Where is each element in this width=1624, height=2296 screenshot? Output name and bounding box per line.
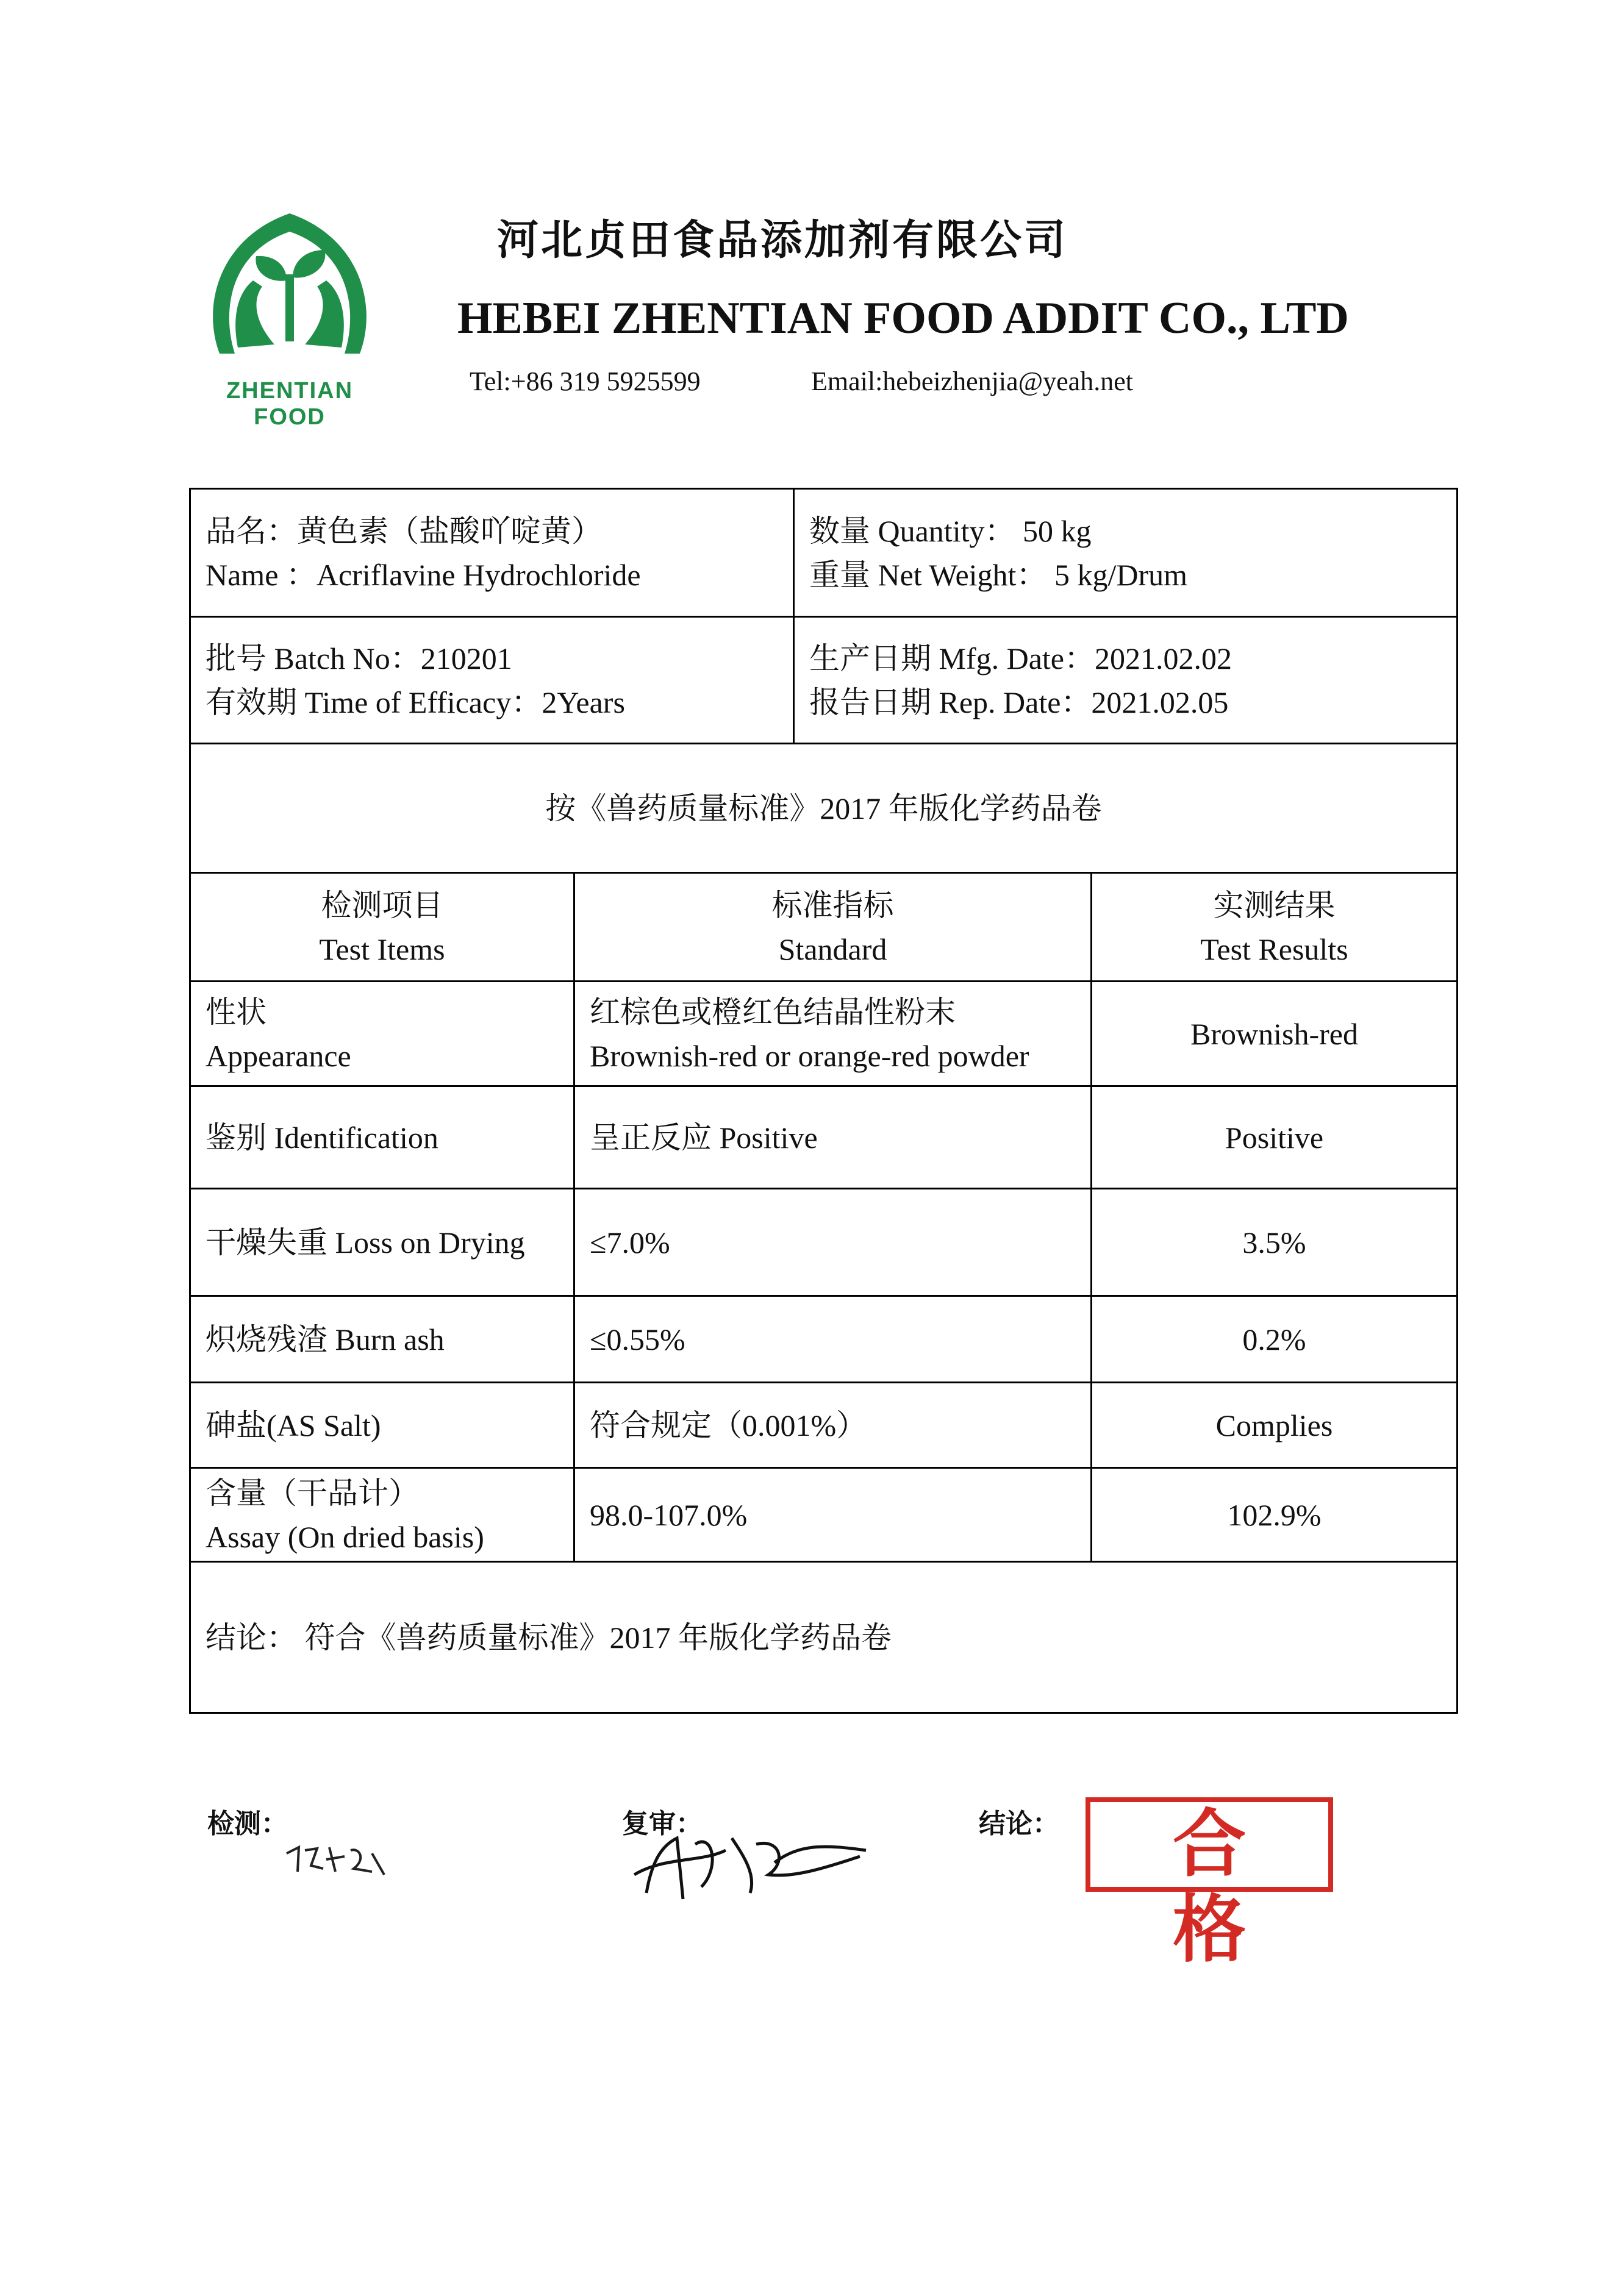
- table-row: [190, 1086, 1458, 1189]
- row-item-en: Assay (On dried basis): [206, 1519, 484, 1554]
- row-result: 3.5%: [1092, 1189, 1458, 1296]
- batch-number: 批号 Batch No：210201: [206, 641, 512, 676]
- row-item-en: Appearance: [206, 1038, 351, 1073]
- row-standard: 符合规定（0.001%）: [574, 1383, 1092, 1468]
- company-logo: [195, 201, 384, 430]
- tester-label: 检测：: [207, 1808, 288, 1839]
- product-name-cn: 品名：黄色素（盐酸吖啶黄）: [206, 513, 602, 548]
- header-test-items-en: Test Items: [319, 932, 445, 966]
- row-standard: 98.0-107.0%: [574, 1468, 1092, 1562]
- header-results-cn: 实测结果: [1213, 888, 1336, 922]
- info-row-batch: [190, 617, 1458, 744]
- reviewer-label: 复审：: [622, 1808, 703, 1839]
- product-name-en: Name ：Acriflavine Hydrochloride: [206, 557, 641, 592]
- quantity: 数量 Quantity： 50 kg: [809, 513, 1092, 548]
- batch-cell: [190, 617, 794, 744]
- table-header-row: [190, 873, 1458, 982]
- row-result: Brownish-red: [1092, 982, 1458, 1086]
- standard-reference: 按《兽药质量标准》2017 年版化学药品卷: [190, 744, 1458, 873]
- row-item: 炽烧残渣 Burn ash: [190, 1296, 574, 1383]
- time-of-efficacy: 有效期 Time of Efficacy：2Years: [206, 685, 625, 719]
- quantity-cell: [794, 489, 1458, 617]
- table-row: [190, 1383, 1458, 1468]
- tester-signature-icon: [281, 1835, 390, 1884]
- row-standard: ≤0.55%: [574, 1296, 1092, 1383]
- header-results: [1092, 873, 1458, 982]
- header-results-en: Test Results: [1200, 932, 1348, 966]
- row-item-cn: 含量（干品计）: [206, 1475, 419, 1510]
- company-name-cn: 河北贞田食品添加剂有限公司: [497, 216, 1068, 265]
- row-item: 干燥失重 Loss on Drying: [190, 1189, 574, 1296]
- report-date: 报告日期 Rep. Date：2021.02.05: [809, 685, 1229, 719]
- row-standard: [574, 982, 1092, 1086]
- info-row-product: [190, 489, 1458, 617]
- row-item-cn: 性状: [206, 994, 266, 1029]
- analysis-table: [189, 488, 1458, 1714]
- header-standard-en: Standard: [778, 932, 887, 966]
- row-item: 鉴别 Identification: [190, 1086, 574, 1189]
- row-item: 砷盐(AS Salt): [190, 1383, 574, 1468]
- conclusion-label: 结论：: [979, 1808, 1059, 1839]
- product-name-cell: [190, 489, 794, 617]
- conclusion-row: [190, 1562, 1458, 1713]
- logo-caption: ZHENTIAN FOOD: [226, 378, 354, 430]
- row-result: 102.9%: [1092, 1468, 1458, 1562]
- row-standard: ≤7.0%: [574, 1189, 1092, 1296]
- row-item: [190, 1468, 574, 1562]
- table-row: [190, 1296, 1458, 1383]
- dates-cell: [794, 617, 1458, 744]
- header-standard-cn: 标准指标: [771, 888, 894, 922]
- row-result: Complies: [1092, 1383, 1458, 1468]
- company-email: Email:hebeizhenjia@yeah.net: [811, 366, 1133, 396]
- table-row: [190, 982, 1458, 1086]
- net-weight: 重量 Net Weight： 5 kg/Drum: [809, 557, 1187, 592]
- row-item: [190, 982, 574, 1086]
- header-test-items-cn: 检测项目: [321, 888, 443, 922]
- header-test-items: [190, 873, 574, 982]
- company-name-en: HEBEI ZHENTIAN FOOD ADDIT CO., LTD: [457, 293, 1349, 343]
- qualified-stamp: 合格: [1086, 1797, 1333, 1892]
- row-result: Positive: [1092, 1086, 1458, 1189]
- reviewer-signature-icon: [628, 1820, 872, 1911]
- company-tel: Tel:+86 319 5925599: [470, 366, 701, 396]
- row-standard-en: Brownish-red or orange-red powder: [590, 1038, 1029, 1073]
- table-row: [190, 1468, 1458, 1562]
- mfg-date: 生产日期 Mfg. Date：2021.02.02: [809, 641, 1232, 676]
- standard-ref-row: [190, 744, 1458, 873]
- row-result: 0.2%: [1092, 1296, 1458, 1383]
- table-row: [190, 1189, 1458, 1296]
- leaf-hands-logo-icon: [195, 201, 384, 378]
- row-standard: 呈正反应 Positive: [574, 1086, 1092, 1189]
- header-standard: [574, 873, 1092, 982]
- conclusion-text: 结论： 符合《兽药质量标准》2017 年版化学药品卷: [190, 1562, 1458, 1713]
- row-standard-cn: 红棕色或橙红色结晶性粉末: [590, 994, 956, 1029]
